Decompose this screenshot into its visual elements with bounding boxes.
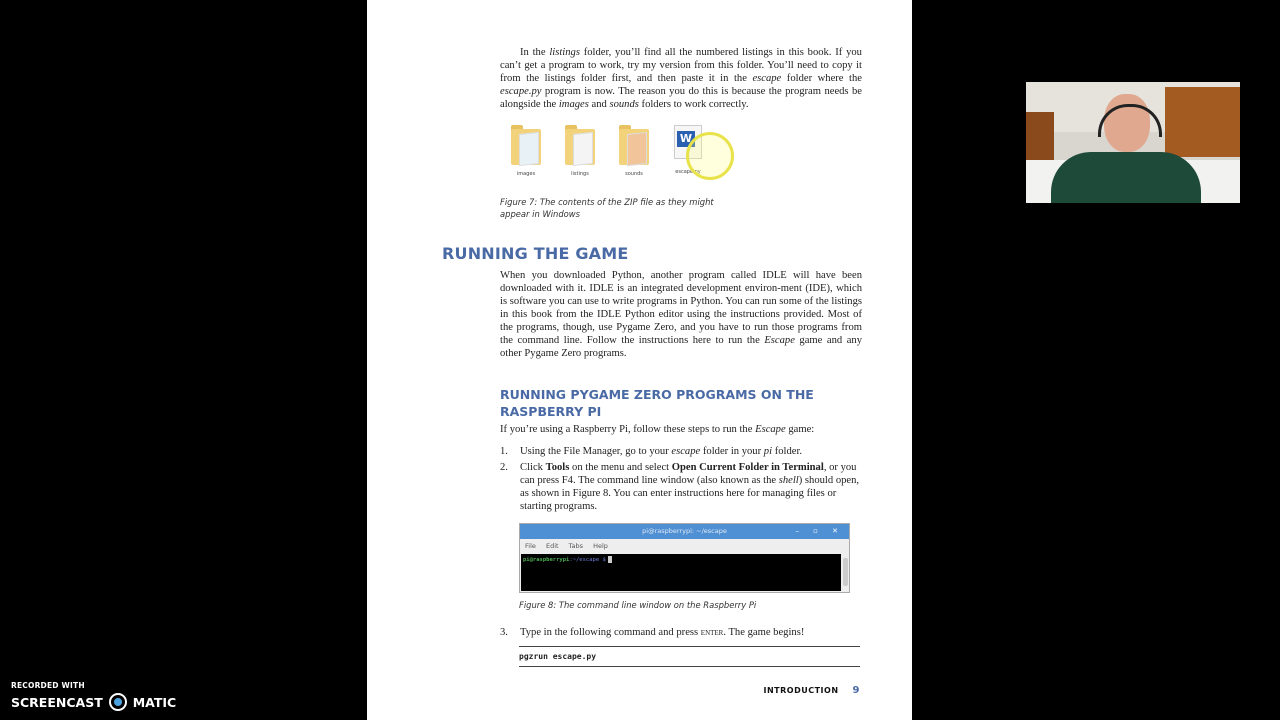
subsection-heading: RUNNING PYGAME ZERO PROGRAMS ON THE RASPBERRY PI	[500, 387, 814, 419]
folder-images[interactable]: images	[510, 125, 542, 177]
subsection-intro: If you’re using a Raspberry Pi, follow these steps to run the Escape game:	[500, 424, 815, 435]
webcam-overlay	[1026, 82, 1240, 203]
steps-list-3	[500, 626, 862, 642]
mouse-cursor-highlight-icon	[686, 132, 734, 180]
window-controls-icon: – ▫ ✕	[795, 527, 844, 535]
figure7-caption: Figure 7: The contents of the ZIP file as they might appear in Windows	[500, 197, 714, 219]
folder-icon	[511, 125, 541, 165]
folder-sounds[interactable]: sounds	[618, 125, 650, 177]
figure7-file-icons	[510, 125, 704, 177]
footer-section-title: INTRODUCTION	[763, 686, 839, 695]
code-block: pgzrun escape.py	[519, 646, 860, 667]
section-heading: RUNNING THE GAME	[442, 244, 629, 263]
document-page	[367, 0, 912, 720]
text-cursor-icon	[608, 556, 612, 563]
steps-list-1-2	[500, 445, 862, 516]
folder-listings[interactable]: listings	[564, 125, 596, 177]
step-item: 3. Type in the following command and press enter. The game begins!	[500, 627, 805, 638]
menu-file: File	[525, 542, 536, 550]
screencast-watermark: RECORDED WITH SCREENCAST MATIC	[11, 681, 177, 710]
record-dot-icon	[109, 693, 127, 711]
section-paragraph: When you downloaded Python, another program called IDLE will have been downloaded with it. IDLE is an integrated development environ-ment (IDE), which is software you can use to write programs in Python. You can run some of the listings in this book from the IDLE Python editor using the instructions provided. Most of the programs, though, use Pygame Zero, and you have to run those programs from the command line. Follow the instructions here to run the Escape game and any other Pygame Zero programs.	[500, 270, 862, 359]
file-escape-py[interactable]: W escape.py	[672, 125, 704, 177]
menu-help: Help	[593, 542, 608, 550]
terminal-scrollbar	[843, 558, 848, 586]
terminal-window-figure	[519, 523, 850, 593]
page-footer	[764, 685, 861, 696]
step-item: 2. Click Tools on the menu and select Open Current Folder in Terminal, or you can press F4. The command line window (also known as the shell) should open, as shown in Figure 8. You can enter instructions here for managing files or starting programs.	[500, 462, 860, 512]
figure8-caption: Figure 8: The command line window on the Raspberry Pi	[519, 600, 757, 610]
menu-edit: Edit	[545, 542, 559, 550]
menu-tabs: Tabs	[568, 542, 584, 550]
terminal-titlebar: pi@raspberrypi: ~/escape – ▫ ✕	[520, 524, 849, 539]
folder-icon	[619, 125, 649, 165]
folder-icon	[565, 125, 595, 165]
terminal-body: pi@raspberrypi:~/escape $	[521, 554, 841, 591]
word-document-icon: W	[674, 125, 702, 159]
page-number: 9	[852, 685, 860, 696]
terminal-menubar	[520, 539, 849, 553]
step-item: 1. Using the File Manager, go to your escape folder in your pi folder.	[500, 446, 803, 457]
intro-paragraph: In the listings folder, you’ll find all the numbered listings in this book. If you can’t get a program to work, try my version from this folder. You’ll need to copy it from the listings folder first, and then paste it in the escape folder where the escape.py program is now. The reason you do this is because the program needs be alongside the images and sounds folders to work correctly.	[500, 47, 862, 110]
